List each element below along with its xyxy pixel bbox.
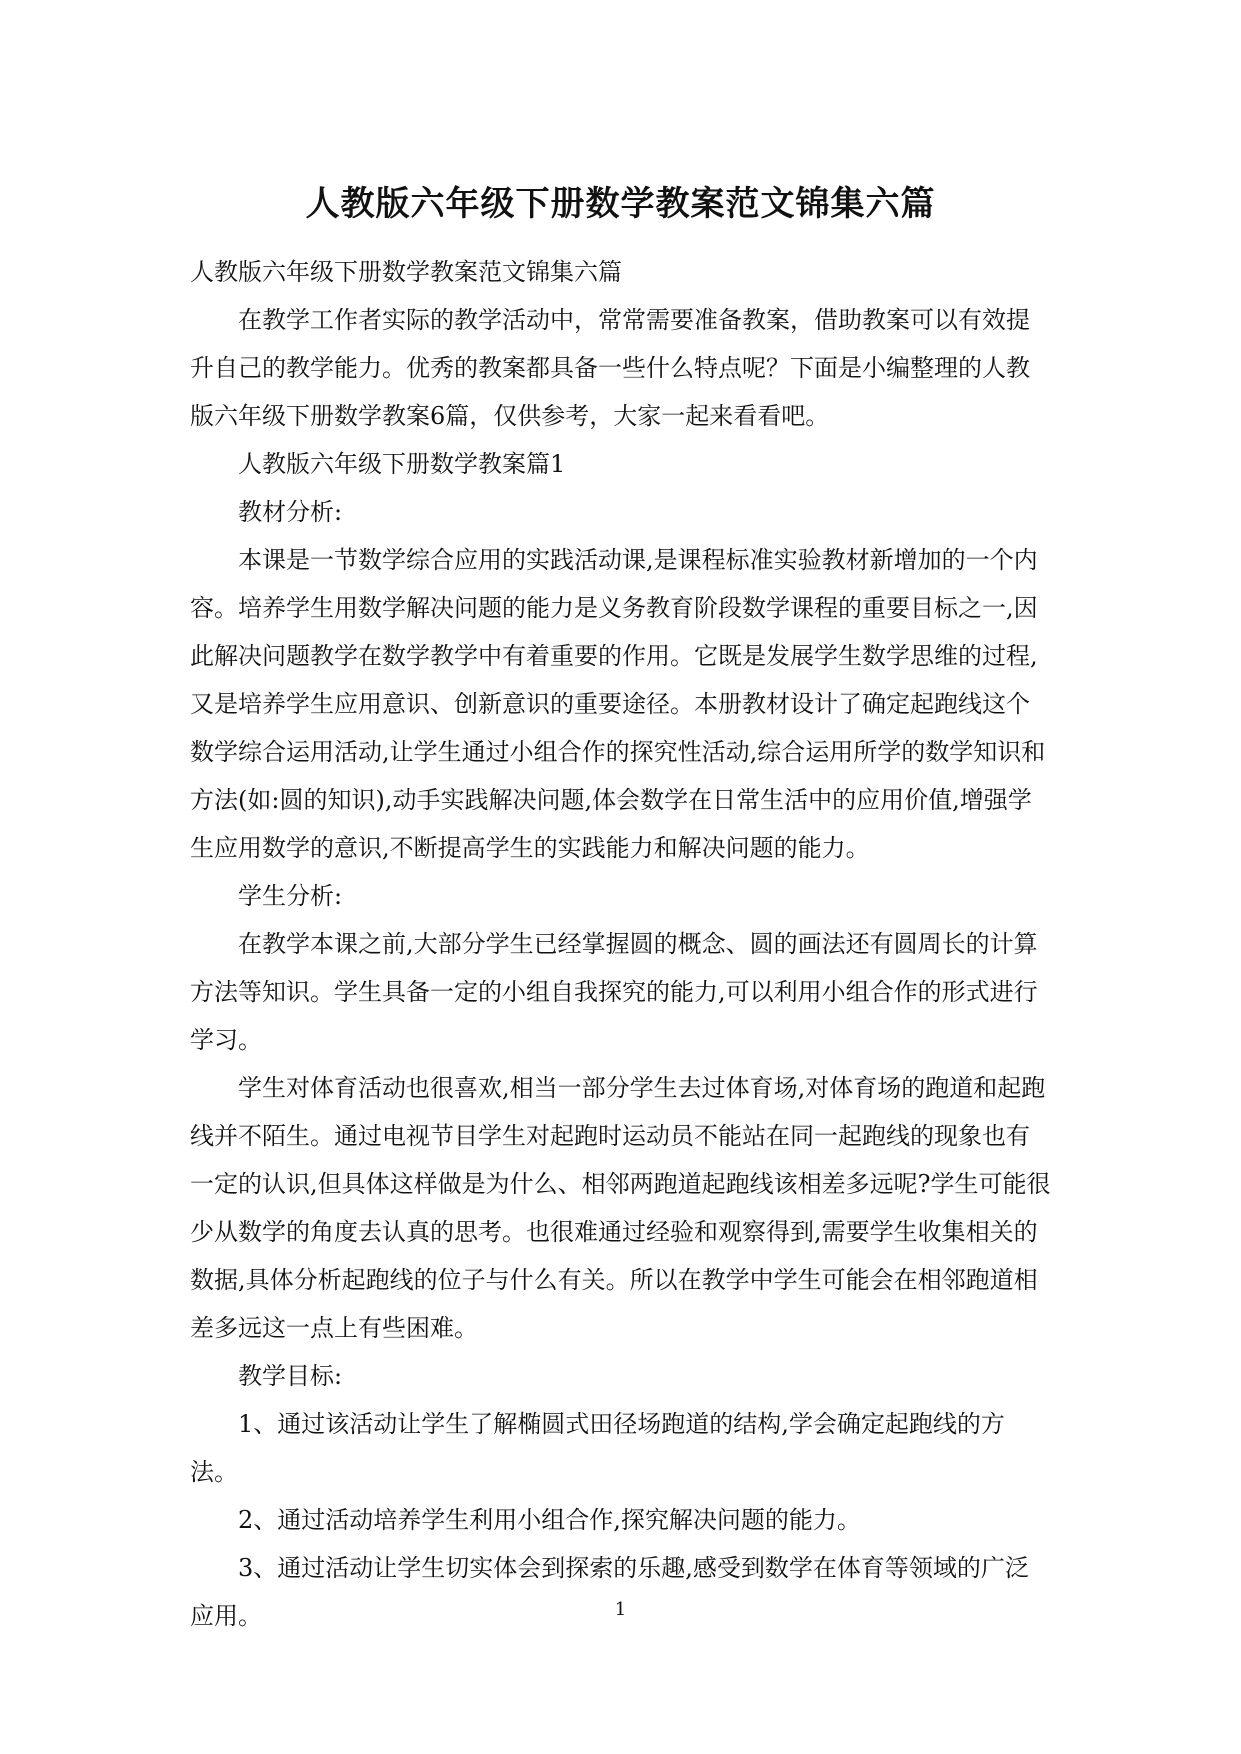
- goal-item-2: 2、通过活动培养学生利用小组合作,探究解决问题的能力。: [238, 1506, 861, 1534]
- goal-item-1: 1、通过该活动让学生了解椭圆式田径场跑道的结构,学会确定起跑线的方法。: [190, 1410, 1005, 1486]
- page-number: 1: [614, 1599, 627, 1620]
- paragraph-intro: 在教学工作者实际的教学活动中，常常需要准备教案，借助教案可以有效提升自己的教学能力。优秀的教案都具备一些什么特点呢？下面是小编整理的人教版六年级下册数学教案6篇，仅供参考，大家一起来看看吧。: [190, 306, 1030, 430]
- document-body: [190, 248, 1052, 1640]
- document-title: 人教版六年级下册数学教案范文锦集六篇: [305, 184, 936, 224]
- goal-item-3: 3、通过活动让学生切实体会到探索的乐趣,感受到数学在体育等领域的广泛应用。: [190, 1554, 1029, 1630]
- section-heading-textbook-analysis: 教材分析:: [238, 498, 343, 526]
- paragraph-student-analysis-1: 在教学本课之前,大部分学生已经掌握圆的概念、圆的画法还有圆周长的计算方法等知识。学生具备一定的小组自我探究的能力,可以利用小组合作的形式进行学习。: [190, 930, 1038, 1054]
- section-heading-student-analysis: 学生分析:: [238, 882, 343, 910]
- paragraph-student-analysis-2: 学生对体育活动也很喜欢,相当一部分学生去过体育场,对体育场的跑道和起跑线并不陌生。通过电视节目学生对起跑时运动员不能站在同一起跑线的现象也有一定的认识,但具体这样做是为什么、相邻两跑道起跑线该相差多远呢?学生可能很少从数学的角度去认真的思考。也很难通过经验和观察得到,需要学生收集相关的数据,具体分析起跑线的位子与什么有关。所以在教学中学生可能会在相邻跑道相差多远这一点上有些困难。: [190, 1074, 1051, 1342]
- section-heading-lesson-1: 人教版六年级下册数学教案篇1: [238, 450, 566, 478]
- paragraph-subtitle: 人教版六年级下册数学教案范文锦集六篇: [190, 258, 622, 286]
- paragraph-textbook-analysis: 本课是一节数学综合应用的实践活动课,是课程标准实验教材新增加的一个内容。培养学生用数学解决问题的能力是义务教育阶段数学课程的重要目标之一,因此解决问题教学在数学教学中有着重要的作用。它既是发展学生数学思维的过程,又是培养学生应用意识、创新意识的重要途径。本册教材设计了确定起跑线这个数学综合运用活动,让学生通过小组合作的探究性活动,综合运用所学的数学知识和方法(如:圆的知识),动手实践解决问题,体会数学在日常生活中的应用价值,增强学生应用数学的意识,不断提高学生的实践能力和解决问题的能力。: [190, 546, 1046, 862]
- section-heading-teaching-goals: 教学目标:: [238, 1362, 343, 1390]
